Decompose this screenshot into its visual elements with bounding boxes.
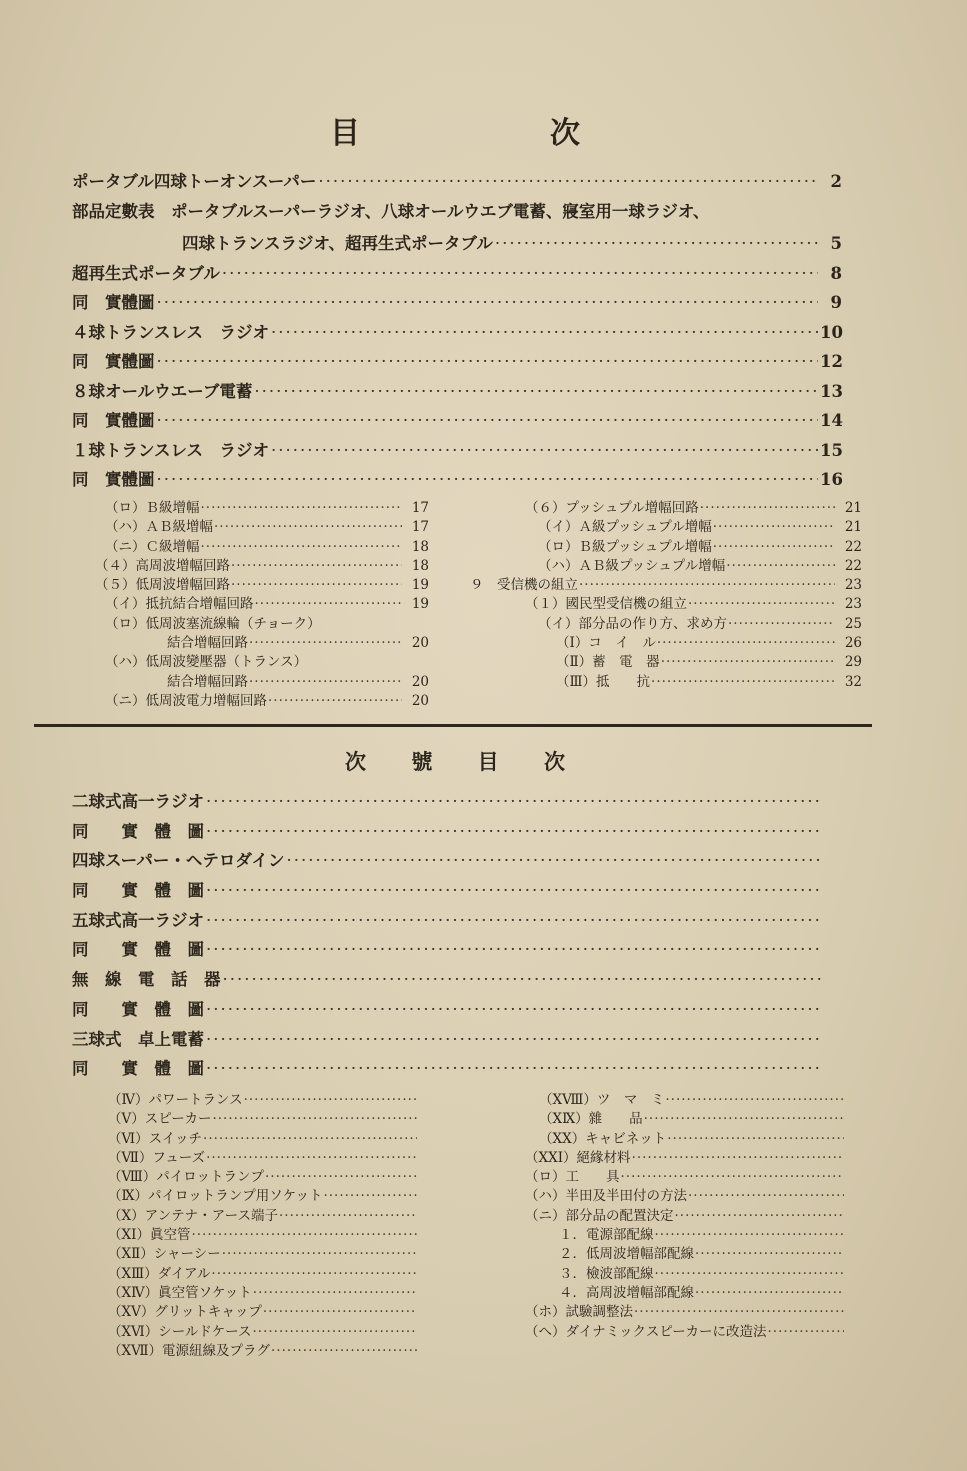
title-char-1: 目 — [330, 116, 360, 151]
leader-dots — [263, 1304, 417, 1320]
section-divider — [34, 724, 872, 727]
leader-dots — [495, 234, 818, 253]
next-title-char: 號 — [411, 749, 433, 774]
leader-dots — [206, 792, 822, 811]
leader-dots — [655, 1266, 845, 1282]
toc-page: 9 — [830, 293, 842, 312]
leader-dots — [726, 558, 835, 574]
toc-row — [72, 168, 842, 198]
next-sub-row — [525, 1146, 845, 1165]
next-sub-row — [108, 1281, 418, 1300]
sub-row — [470, 573, 862, 592]
toc-page: 13 — [820, 381, 843, 401]
leader-dots — [206, 940, 822, 959]
leader-dots — [644, 1111, 844, 1127]
sub-title: （Ⅹ）アンテナ・アース端子 — [108, 1207, 278, 1224]
leader-dots — [201, 500, 403, 516]
sub-row — [470, 554, 862, 573]
sub-row — [95, 592, 429, 611]
next-sub-row — [525, 1107, 845, 1126]
sub-page: 21 — [844, 500, 862, 516]
leader-dots — [621, 1169, 845, 1185]
sub-row — [95, 670, 429, 689]
sub-page: 22 — [844, 538, 862, 555]
sub-title: ４．高周波增幅部配線 — [559, 1284, 694, 1301]
sub-page: 18 — [411, 557, 429, 574]
sub-title: （Ⅵ）スイッチ — [108, 1130, 203, 1147]
leader-dots — [713, 519, 835, 535]
sub-title: （ⅩⅩ）キャビネット — [539, 1130, 667, 1147]
next-sub-row — [108, 1339, 418, 1358]
leader-dots — [201, 539, 403, 555]
next-sub-row — [108, 1300, 418, 1319]
toc-title: 同 實 體 圖 — [72, 999, 204, 1019]
leader-dots — [254, 382, 818, 401]
leader-dots — [287, 851, 822, 870]
sub-title: （ⅩⅥ）シールドケース — [108, 1323, 252, 1340]
next-sub-row — [525, 1281, 845, 1300]
leader-dots — [206, 822, 822, 841]
next-toc-row — [72, 818, 822, 848]
sub-title: （４）高周波增幅回路 — [95, 557, 230, 574]
sub-title: ３．檢波部配線 — [559, 1265, 654, 1282]
sub-title: 結合增幅回路 — [167, 673, 248, 690]
toc-row — [72, 198, 842, 230]
toc-page: 12 — [820, 352, 843, 371]
next-toc-row — [72, 966, 822, 996]
leader-dots — [249, 674, 402, 690]
sub-page: 22 — [844, 557, 862, 574]
toc-page: 5 — [830, 233, 842, 253]
toc-row — [72, 289, 842, 319]
sub-row — [470, 612, 862, 631]
next-sub-row — [525, 1320, 845, 1339]
leader-dots — [206, 1059, 822, 1078]
next-sub-row — [108, 1242, 418, 1261]
sub-title: （Ⅴ）スピーカー — [108, 1111, 212, 1128]
next-toc-row — [72, 1055, 822, 1085]
sub-title: （５）低周波增幅回路 — [95, 577, 230, 594]
next-sub-toc-left — [108, 1088, 418, 1358]
sub-title: （Ⅸ）パイロットランプ用ソケット — [108, 1188, 323, 1205]
leader-dots — [206, 1000, 822, 1019]
leader-dots — [249, 635, 402, 651]
sub-toc-right — [470, 496, 862, 689]
next-sub-toc-right — [525, 1088, 845, 1339]
next-sub-row — [525, 1262, 845, 1281]
sub-title: （ⅩⅤ）グリットキャップ — [108, 1304, 262, 1321]
leader-dots — [265, 1169, 417, 1185]
next-toc-row — [72, 996, 822, 1026]
sub-title: （ハ）低周波變壓器（トランス） — [105, 654, 308, 671]
toc-title: 同 實 體 圖 — [72, 881, 204, 901]
sub-row — [95, 496, 429, 515]
sub-title: （ⅩⅢ）ダイアル — [108, 1265, 211, 1282]
next-toc-row — [72, 847, 822, 877]
next-sub-row — [108, 1320, 418, 1339]
leader-dots — [768, 1324, 844, 1340]
toc-title: 同 實體圖 — [72, 411, 155, 430]
next-title-char: 目 — [477, 749, 499, 774]
sub-title: （Ⅲ）抵 抗 — [556, 673, 651, 690]
toc-title: ８球オールウエーブ電蓄 — [72, 381, 253, 401]
leader-dots — [214, 519, 402, 535]
next-sub-row — [525, 1184, 845, 1203]
next-sub-row — [108, 1165, 418, 1184]
toc-title: 三球式 卓上電蓄 — [72, 1029, 204, 1049]
next-title-char: 次 — [543, 749, 565, 774]
leader-dots — [728, 616, 835, 632]
sub-title: （イ）部分品の作り方、求め方 — [538, 615, 727, 632]
sub-page: 19 — [411, 577, 429, 594]
sub-title: （６）プッシュプル增幅回路 — [525, 500, 699, 516]
sub-title: （ハ）ＡＢ級增幅 — [105, 519, 213, 536]
leader-dots — [713, 539, 835, 555]
next-sub-row — [108, 1127, 418, 1146]
next-issue-title — [345, 746, 565, 776]
sub-title: （ロ）工 具 — [525, 1169, 620, 1186]
sub-row — [470, 515, 862, 534]
leader-dots — [157, 352, 819, 371]
leader-dots — [222, 1246, 417, 1262]
sub-title: （Ⅷ）パイロットランプ — [108, 1169, 264, 1186]
toc-page: 16 — [820, 470, 843, 489]
page-title — [330, 108, 580, 152]
toc-page: 10 — [820, 322, 843, 342]
toc-row — [72, 466, 842, 496]
leader-dots — [655, 1227, 845, 1243]
sub-row — [95, 612, 429, 631]
toc-title: 超再生式ポータブル — [72, 263, 220, 283]
sub-row — [470, 592, 862, 611]
sub-title: （ⅩⅠ）眞空管 — [108, 1227, 191, 1244]
main-toc — [72, 168, 842, 496]
sub-title: （ニ）部分品の配置決定 — [525, 1207, 674, 1224]
toc-title: 四球スーパー・ヘテロダイン — [72, 851, 285, 871]
title-char-2: 次 — [550, 116, 580, 151]
sub-row — [95, 554, 429, 573]
leader-dots — [675, 1208, 845, 1224]
sub-row — [95, 535, 429, 554]
sub-page: 20 — [411, 673, 429, 690]
leader-dots — [206, 881, 822, 900]
toc-page: 15 — [820, 440, 843, 460]
leader-dots — [244, 1092, 417, 1108]
sub-page: 17 — [411, 500, 429, 516]
sub-title: （ロ）Ｂ級增幅 — [105, 500, 200, 516]
sub-page: 23 — [844, 577, 862, 594]
next-sub-row — [525, 1300, 845, 1319]
leader-dots — [695, 1246, 844, 1262]
sub-title: （イ）Ａ級プッシュプル增幅 — [538, 519, 712, 536]
leader-dots — [157, 411, 819, 430]
sub-row — [470, 496, 862, 515]
sub-title: （ハ）半田及半田付の方法 — [525, 1188, 687, 1205]
leader-dots — [271, 1343, 417, 1359]
leader-dots — [211, 1266, 417, 1282]
toc-title: 同 實體圖 — [72, 352, 155, 371]
sub-row — [470, 650, 862, 669]
sub-title: （ホ）試驗調整法 — [525, 1304, 633, 1321]
sub-toc-left — [95, 496, 429, 708]
sub-title: 結合增幅回路 — [167, 635, 248, 652]
leader-dots — [323, 1188, 417, 1204]
leader-dots — [206, 1150, 417, 1166]
sub-title: （Ⅰ）コ イ ル — [556, 635, 656, 652]
sub-page: 21 — [844, 519, 862, 536]
next-sub-row — [108, 1088, 418, 1107]
sub-title: （１）國民型受信機の組立 — [525, 596, 687, 613]
leader-dots — [206, 911, 822, 930]
sub-title: （ⅩⅣ）眞空管ソケット — [108, 1284, 252, 1301]
toc-title: 四球トランスラジオ、超再生式ポータブル — [182, 233, 493, 253]
next-issue-toc — [72, 788, 822, 1085]
sub-row — [470, 670, 862, 689]
toc-page: 2 — [830, 172, 842, 191]
leader-dots — [191, 1227, 417, 1243]
next-sub-row — [525, 1088, 845, 1107]
sub-title: （へ）ダイナミックスピーカーに改造法 — [525, 1323, 767, 1340]
next-toc-row — [72, 936, 822, 966]
toc-row — [72, 230, 842, 260]
toc-title: 同 實 體 圖 — [72, 1059, 204, 1079]
leader-dots — [695, 1285, 844, 1301]
leader-dots — [688, 1188, 844, 1204]
sub-title: （ⅩⅩⅠ）絕緣材料 — [525, 1149, 631, 1166]
sub-page: 20 — [411, 635, 429, 652]
leader-dots — [253, 1285, 417, 1301]
leader-dots — [271, 323, 818, 342]
leader-dots — [223, 970, 823, 989]
leader-dots — [231, 558, 402, 574]
leader-dots — [665, 1092, 844, 1108]
toc-page: 8 — [830, 263, 842, 283]
toc-title: 二球式高一ラジオ — [72, 792, 204, 811]
leader-dots — [632, 1150, 844, 1166]
sub-title: （ロ）Ｂ級プッシュプル增幅 — [538, 538, 712, 555]
leader-dots — [657, 635, 835, 651]
sub-title: ２．低周波增幅部配線 — [559, 1246, 694, 1263]
toc-title: 同 實 體 圖 — [72, 940, 204, 960]
sub-row — [95, 515, 429, 534]
leader-dots — [206, 1030, 822, 1049]
next-toc-row — [72, 907, 822, 937]
next-sub-row — [108, 1262, 418, 1281]
sub-title: （ⅩⅦ）電源紐線及プラグ — [108, 1342, 271, 1359]
toc-title: 同 實體圖 — [72, 470, 155, 489]
leader-dots — [634, 1304, 844, 1320]
leader-dots — [157, 293, 819, 312]
next-sub-row — [108, 1223, 418, 1242]
toc-title: 部品定數表 ポータブルスーパーラジオ、八球オールウエブ電蓄、寢室用一球ラジオ、 — [72, 201, 710, 221]
sub-row — [470, 535, 862, 554]
sub-page: 29 — [844, 654, 862, 671]
toc-title: 同 實體圖 — [72, 293, 155, 312]
next-sub-row — [108, 1107, 418, 1126]
leader-dots — [268, 693, 402, 709]
sub-page: 19 — [411, 596, 429, 613]
sub-row — [95, 650, 429, 669]
next-sub-row — [525, 1223, 845, 1242]
toc-title: ポータブル四球トーオンスーパー — [72, 172, 317, 191]
toc-title: 五球式高一ラジオ — [72, 910, 204, 930]
toc-title: 同 實 體 圖 — [72, 821, 204, 841]
next-toc-row — [72, 877, 822, 907]
toc-page: 14 — [820, 411, 843, 430]
toc-row — [72, 407, 842, 437]
next-sub-row — [525, 1165, 845, 1184]
toc-row — [72, 348, 842, 378]
leader-dots — [212, 1111, 417, 1127]
sub-page: 23 — [844, 596, 862, 613]
next-sub-row — [108, 1204, 418, 1223]
sub-title: ９ 受信機の組立 — [470, 577, 578, 594]
leader-dots — [222, 264, 818, 283]
sub-title: （ⅩⅧ）ツ マ ミ — [539, 1092, 665, 1108]
next-sub-row — [525, 1242, 845, 1261]
sub-title: １．電源部配線 — [559, 1227, 654, 1244]
toc-row — [72, 260, 842, 290]
next-sub-row — [525, 1204, 845, 1223]
leader-dots — [700, 500, 835, 516]
toc-row — [72, 319, 842, 349]
sub-page: 17 — [411, 519, 429, 536]
leader-dots — [255, 596, 403, 612]
sub-title: （ⅩⅡ）シャーシー — [108, 1246, 221, 1263]
next-sub-row — [525, 1127, 845, 1146]
sub-title: （ハ）ＡＢ級プッシュプル增幅 — [538, 557, 726, 574]
leader-dots — [271, 441, 818, 460]
sub-page: 26 — [844, 635, 862, 652]
toc-row — [72, 378, 842, 408]
sub-title: （Ⅱ）蓄 電 器 — [556, 654, 660, 671]
toc-title: １球トランスレス ラジオ — [72, 440, 270, 460]
sub-page: 32 — [844, 673, 862, 690]
leader-dots — [651, 674, 835, 690]
toc-row — [72, 437, 842, 467]
leader-dots — [667, 1131, 844, 1147]
sub-title: （ニ）低周波電力增幅回路 — [105, 692, 267, 709]
toc-title: 無 線 電 話 器 — [72, 970, 221, 990]
sub-title: （Ⅶ）フューズ — [108, 1149, 206, 1166]
sub-row — [95, 689, 429, 708]
sub-row — [470, 631, 862, 650]
next-toc-row — [72, 1026, 822, 1056]
sub-page: 20 — [411, 692, 429, 709]
sub-page: 25 — [844, 615, 862, 632]
leader-dots — [661, 654, 835, 670]
sub-title: （ニ）Ｃ級增幅 — [105, 538, 200, 555]
leader-dots — [157, 470, 819, 489]
leader-dots — [279, 1208, 417, 1224]
leader-dots — [231, 577, 402, 593]
sub-row — [95, 573, 429, 592]
sub-title: （Ⅳ）パワートランス — [108, 1092, 243, 1108]
sub-title: （ⅩⅨ）雜 品 — [539, 1111, 643, 1128]
sub-title: （イ）抵抗結合增幅回路 — [105, 596, 254, 613]
leader-dots — [579, 577, 835, 593]
leader-dots — [252, 1324, 417, 1340]
leader-dots — [318, 172, 818, 191]
leader-dots — [203, 1131, 417, 1147]
sub-row — [95, 631, 429, 650]
next-sub-row — [108, 1184, 418, 1203]
next-sub-row — [108, 1146, 418, 1165]
toc-title: ４球トランスレス ラジオ — [72, 322, 270, 342]
leader-dots — [688, 596, 835, 612]
next-title-char: 次 — [345, 749, 366, 774]
next-toc-row — [72, 788, 822, 818]
sub-title: （ロ）低周波塞流線輪（チョーク） — [105, 615, 321, 632]
sub-page: 18 — [411, 538, 429, 555]
